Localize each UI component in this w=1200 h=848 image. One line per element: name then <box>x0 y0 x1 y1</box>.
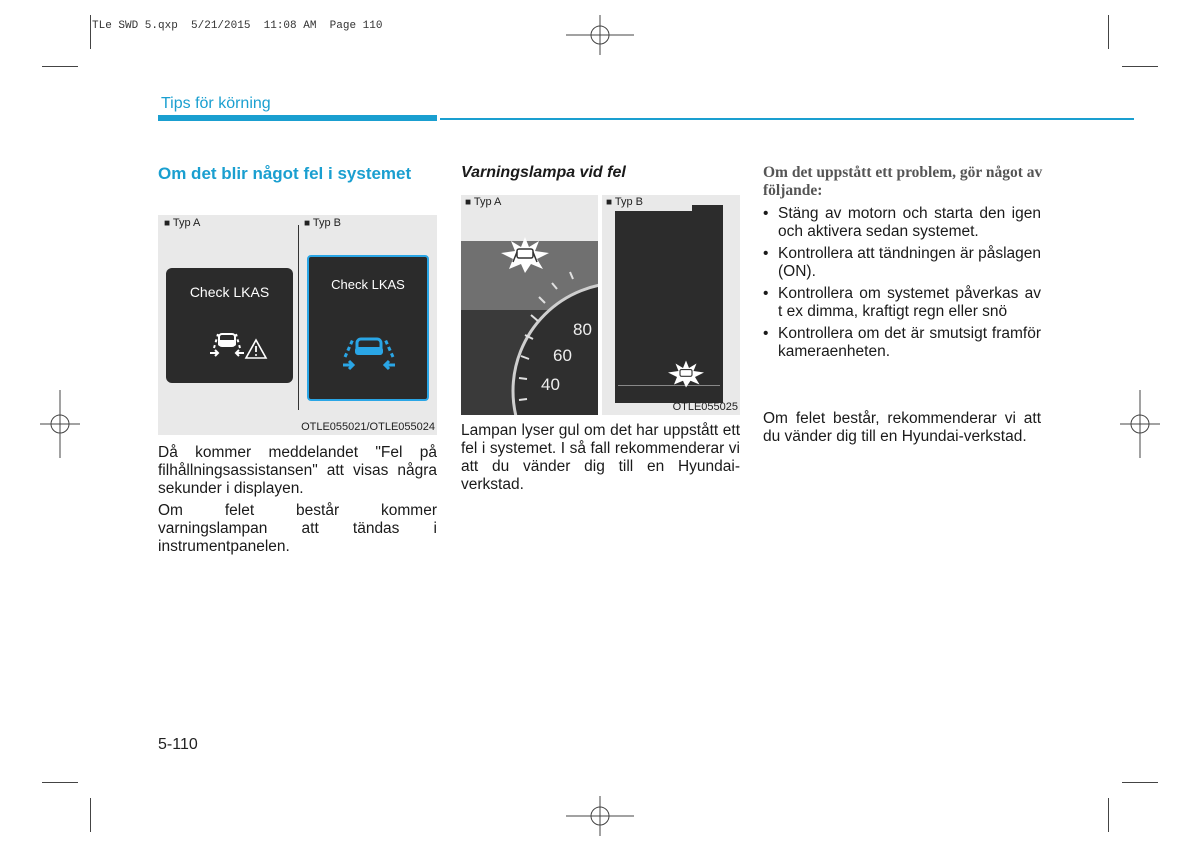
header-rule-thick <box>158 115 437 121</box>
page-number: 5-110 <box>158 736 198 753</box>
registration-mark-left <box>40 390 80 458</box>
type-a-panel <box>461 195 598 415</box>
lkas-blue-icon <box>337 333 401 373</box>
figure-code: OTLE055021/OTLE055024 <box>301 421 435 433</box>
warning-lamp-figure <box>461 195 740 415</box>
cluster-display-type-a <box>166 268 293 383</box>
figure-divider <box>298 225 299 410</box>
header-rule-thin <box>440 118 1134 120</box>
col1-heading: Om det blir något fel i systemet <box>158 164 412 183</box>
lkas-fault-icon <box>204 326 268 362</box>
type-b-label: ■ Typ B <box>304 217 341 229</box>
col3-paragraph-1: Om felet består, rekommenderar vi att du vänder dig till en Hyundai-verkstad. <box>763 410 1041 445</box>
check-lkas-message-a: Check LKAS <box>189 284 270 300</box>
col1-paragraph-1: Då kommer meddelandet "Fel på filhållningsassistansen" att visas några sekunder i displayen. <box>158 444 437 497</box>
warning-burst-icon-b <box>666 359 706 389</box>
type-b-label: ■ Typ B <box>606 196 643 208</box>
col2-heading: Varningslampa vid fel <box>461 164 626 181</box>
gauge-label-40: 40 <box>541 375 560 394</box>
type-a-label: ■ Typ A <box>465 196 501 208</box>
action-list <box>763 205 1041 365</box>
type-b-panel <box>602 195 740 415</box>
list-item: • Kontrollera att tändningen är påslagen (ON). <box>763 245 1041 281</box>
col2-paragraph-1: Lampan lyser gul om det har uppstått ett fel i systemet. I så fall rekommenderar vi att du vänder dig till en Hyundai-verkstad. <box>461 422 740 493</box>
type-a-label: ■ Typ A <box>164 217 200 229</box>
list-item: • Kontrollera om det är smutsigt framför kameraenheten. <box>763 325 1041 361</box>
cluster-display-type-b <box>307 255 429 401</box>
figure-code: OTLE055025 <box>672 401 738 413</box>
warning-burst-icon-a <box>499 235 551 275</box>
registration-mark-top <box>566 15 634 55</box>
registration-mark-right <box>1120 390 1160 458</box>
col3-heading: Om det uppstått ett problem, gör något av följande: <box>763 164 1043 199</box>
registration-mark-bottom <box>566 796 634 836</box>
col1-paragraph-2: Om felet består kommer varningslampan att tändas i instrumentpanelen. <box>158 502 437 555</box>
gauge-label-80: 80 <box>573 320 592 339</box>
list-item: • Kontrollera om systemet påverkas av t ex dimma, kraftigt regn eller snö <box>763 285 1041 321</box>
lkas-message-figure <box>158 215 437 435</box>
print-slug: TLe SWD 5.qxp 5/21/2015 11:08 AM Page 110 <box>92 20 383 32</box>
section-title: Tips för körning <box>161 95 271 112</box>
list-item: • Stäng av motorn och starta den igen och aktivera sedan systemet. <box>763 205 1041 241</box>
check-lkas-message-b: Check LKAS <box>331 277 405 292</box>
gauge-label-60: 60 <box>553 346 572 365</box>
